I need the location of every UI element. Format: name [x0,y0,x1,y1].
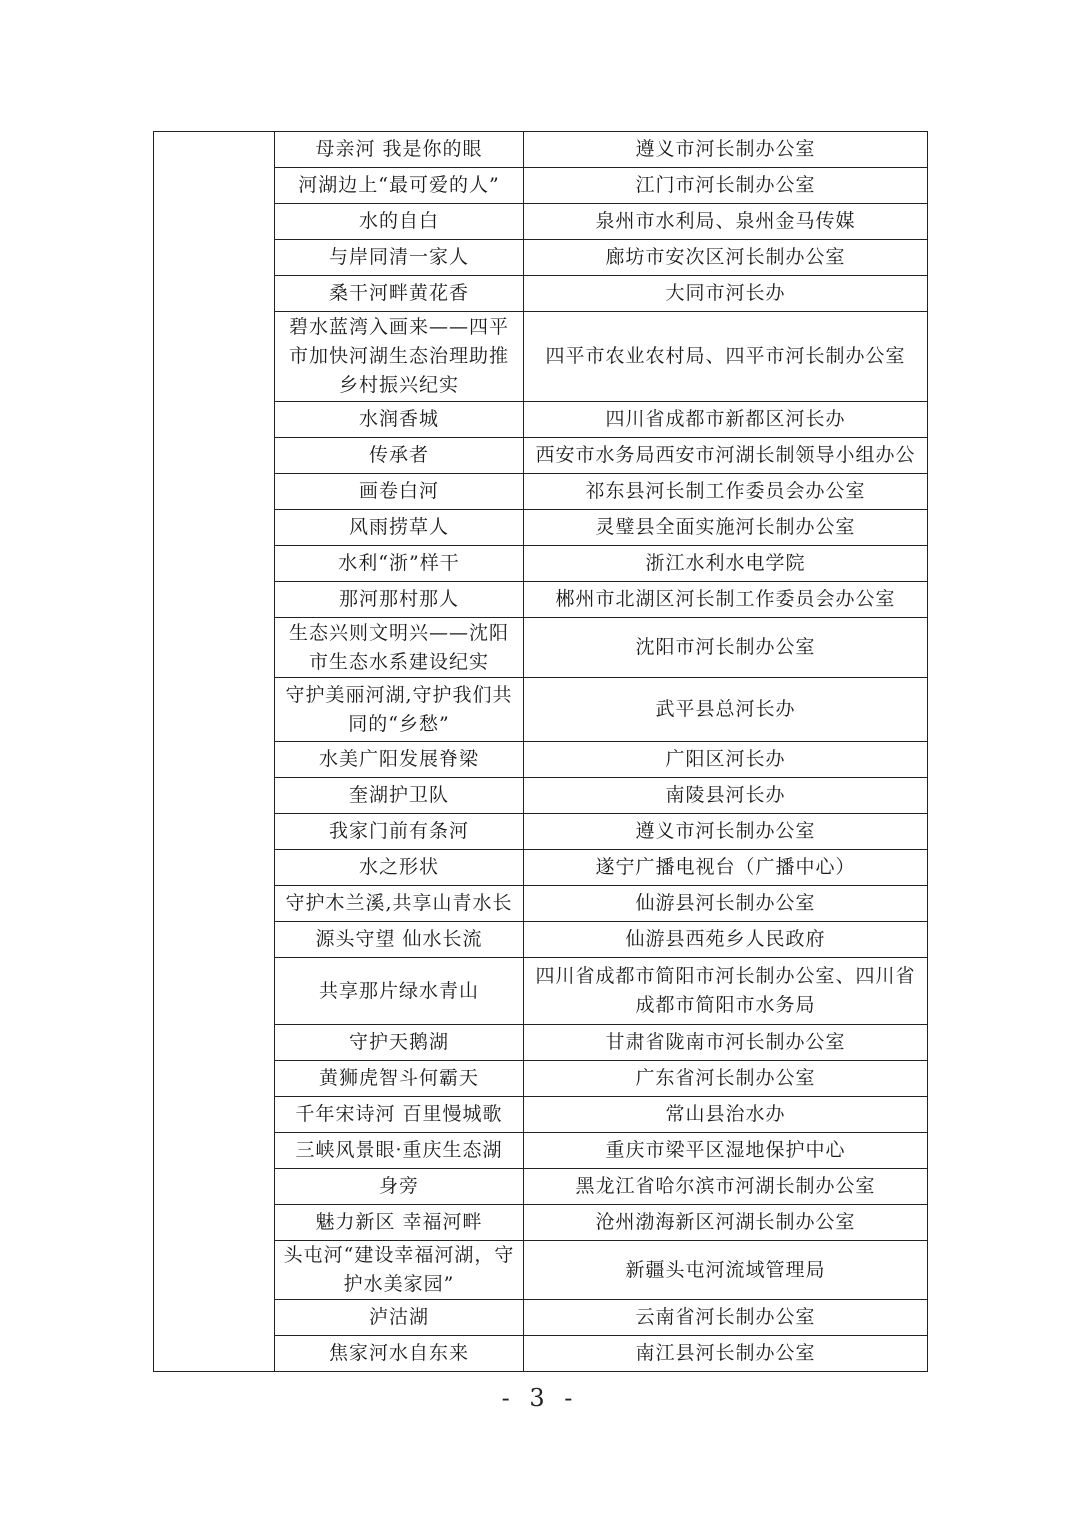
organization-cell: 仙游县河长制办公室 [524,886,928,922]
work-title-cell: 水利“浙”样干 [275,546,524,582]
organization-cell: 浙江水利水电学院 [524,546,928,582]
organization-cell: 黑龙江省哈尔滨市河湖长制办公室 [524,1169,928,1205]
organization-cell: 广阳区河长办 [524,742,928,778]
organization-cell: 遵义市河长制办公室 [524,814,928,850]
organization-cell: 广东省河长制办公室 [524,1061,928,1097]
work-title-cell: 水之形状 [275,850,524,886]
organization-cell: 仙游县西苑乡人民政府 [524,922,928,958]
organization-cell: 廊坊市安次区河长制办公室 [524,240,928,276]
work-title-cell: 共享那片绿水青山 [275,958,524,1025]
organization-cell: 四川省成都市简阳市河长制办公室、四川省成都市简阳市水务局 [524,958,928,1025]
work-title-cell: 水的自白 [275,204,524,240]
work-title-cell: 头屯河“建设幸福河湖，守护水美家园” [275,1241,524,1300]
organization-cell: 甘肃省陇南市河长制办公室 [524,1025,928,1061]
work-title-cell: 守护美丽河湖,守护我们共同的“乡愁” [275,678,524,742]
organization-cell: 沈阳市河长制办公室 [524,618,928,678]
organization-cell: 灵璧县全面实施河长制办公室 [524,510,928,546]
category-cell [154,132,275,1372]
work-title-cell: 生态兴则文明兴——沈阳市生态水系建设纪实 [275,618,524,678]
organization-cell: 泉州市水利局、泉州金马传媒 [524,204,928,240]
organization-cell: 沧州渤海新区河湖长制办公室 [524,1205,928,1241]
work-title-cell: 碧水蓝湾入画来——四平市加快河湖生态治理助推乡村振兴纪实 [275,312,524,402]
work-title-cell: 守护天鹅湖 [275,1025,524,1061]
work-title-cell: 黄狮虎智斗何霸天 [275,1061,524,1097]
work-title-cell: 三峡风景眼·重庆生态湖 [275,1133,524,1169]
table-row [154,132,928,168]
work-title-cell: 与岸同清一家人 [275,240,524,276]
organization-cell: 南江县河长制办公室 [524,1336,928,1372]
organization-cell: 四平市农业农村局、四平市河长制办公室 [524,312,928,402]
work-title-cell: 水润香城 [275,402,524,438]
work-title-cell: 源头守望 仙水长流 [275,922,524,958]
work-title-cell: 河湖边上“最可爱的人” [275,168,524,204]
organization-cell: 江门市河长制办公室 [524,168,928,204]
work-title-cell: 守护木兰溪,共享山青水长 [275,886,524,922]
work-title-cell: 奎湖护卫队 [275,778,524,814]
page-number: - 3 - [501,1384,579,1412]
work-title-cell: 身旁 [275,1169,524,1205]
work-title-cell: 水美广阳发展脊梁 [275,742,524,778]
organization-cell: 遂宁广播电视台（广播中心） [524,850,928,886]
organization-cell: 武平县总河长办 [524,678,928,742]
organization-cell: 四川省成都市新都区河长办 [524,402,928,438]
work-title-cell: 焦家河水自东来 [275,1336,524,1372]
organization-cell: 南陵县河长办 [524,778,928,814]
organization-cell: 重庆市梁平区湿地保护中心 [524,1133,928,1169]
work-title-cell: 风雨捞草人 [275,510,524,546]
work-title-cell: 那河那村那人 [275,582,524,618]
work-title-cell: 母亲河 我是你的眼 [275,132,524,168]
award-list-table [153,131,928,1372]
organization-cell: 西安市水务局西安市河湖长制领导小组办公 [524,438,928,474]
work-title-cell: 画卷白河 [275,474,524,510]
work-title-cell: 桑干河畔黄花香 [275,276,524,312]
work-title-cell: 泸沽湖 [275,1300,524,1336]
organization-cell: 云南省河长制办公室 [524,1300,928,1336]
organization-cell: 新疆头屯河流域管理局 [524,1241,928,1300]
organization-cell: 遵义市河长制办公室 [524,132,928,168]
work-title-cell: 千年宋诗河 百里慢城歌 [275,1097,524,1133]
work-title-cell: 传承者 [275,438,524,474]
work-title-cell: 魅力新区 幸福河畔 [275,1205,524,1241]
work-title-cell: 我家门前有条河 [275,814,524,850]
organization-cell: 郴州市北湖区河长制工作委员会办公室 [524,582,928,618]
organization-cell: 常山县治水办 [524,1097,928,1133]
table-body [154,132,928,1372]
organization-cell: 祁东县河长制工作委员会办公室 [524,474,928,510]
organization-cell: 大同市河长办 [524,276,928,312]
